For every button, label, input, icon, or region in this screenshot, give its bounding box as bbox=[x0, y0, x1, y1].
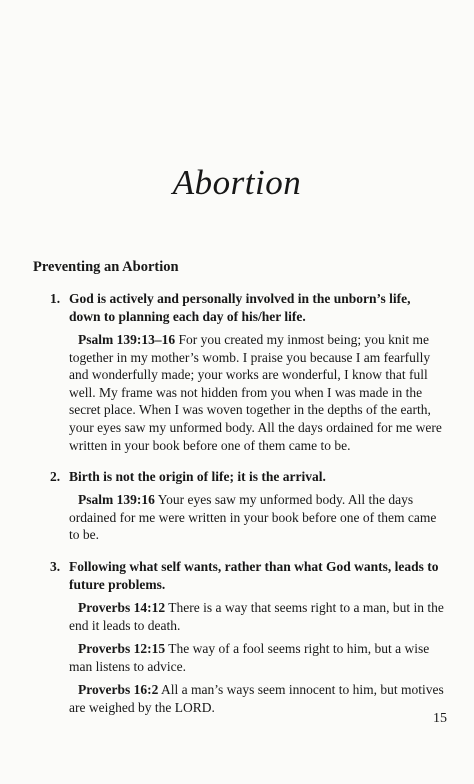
verse bbox=[69, 491, 447, 544]
verse-reference: Proverbs 14:12 bbox=[78, 599, 166, 615]
point-heading: Birth is not the origin of life; it is the arrival. bbox=[69, 469, 326, 485]
verse-text: There is a way that seems right to a man, but in the end it leads to death. bbox=[69, 599, 444, 633]
point-number: 2. bbox=[50, 469, 61, 485]
point-heading: Following what self wants, rather than what God wants, leads to future problems. bbox=[69, 558, 439, 592]
section-heading: Preventing an Abortion bbox=[33, 259, 179, 275]
point-number: 1. bbox=[50, 291, 61, 306]
point-item bbox=[33, 290, 448, 454]
verse bbox=[69, 331, 447, 454]
verse-text: For you created my inmost being; you knit me together in my mother’s womb. I praise you because I am fearfully and wonderfully made; your works are wonderful, I know that full well. My frame was not hidden from you when I was made in the secret place. When I was woven together in the depths of the earth, your eyes saw my unformed body. All the days ordained for me were written in your book before one of them came to be. bbox=[69, 332, 442, 453]
verse-text: All a man’s ways seem innocent to him, but motives are weighed by the LORD. bbox=[69, 682, 444, 715]
verse-reference: Psalm 139:16 bbox=[78, 492, 155, 508]
verse-reference: Proverbs 16:2 bbox=[78, 682, 159, 698]
verse bbox=[69, 599, 447, 634]
verse-reference: Psalm 139:13–16 bbox=[78, 332, 176, 347]
point-heading: God is actively and personally involved in the unborn’s life, down to planning each day of his/her life. bbox=[69, 291, 411, 324]
verse bbox=[69, 640, 447, 675]
verse-reference: Proverbs 12:15 bbox=[78, 641, 166, 657]
point-item bbox=[33, 468, 448, 544]
point-number: 3. bbox=[50, 558, 61, 574]
chapter-title: Abortion bbox=[172, 163, 302, 202]
point-item bbox=[33, 558, 448, 717]
verse-text: The way of a fool seems right to him, but a wise man listens to advice. bbox=[69, 641, 430, 674]
page-number: 15 bbox=[433, 711, 447, 726]
points-list bbox=[33, 290, 448, 731]
verse bbox=[69, 681, 447, 716]
verse-text: Your eyes saw my unformed body. All the days ordained for me were written in your book before one of them came to be. bbox=[69, 492, 437, 543]
